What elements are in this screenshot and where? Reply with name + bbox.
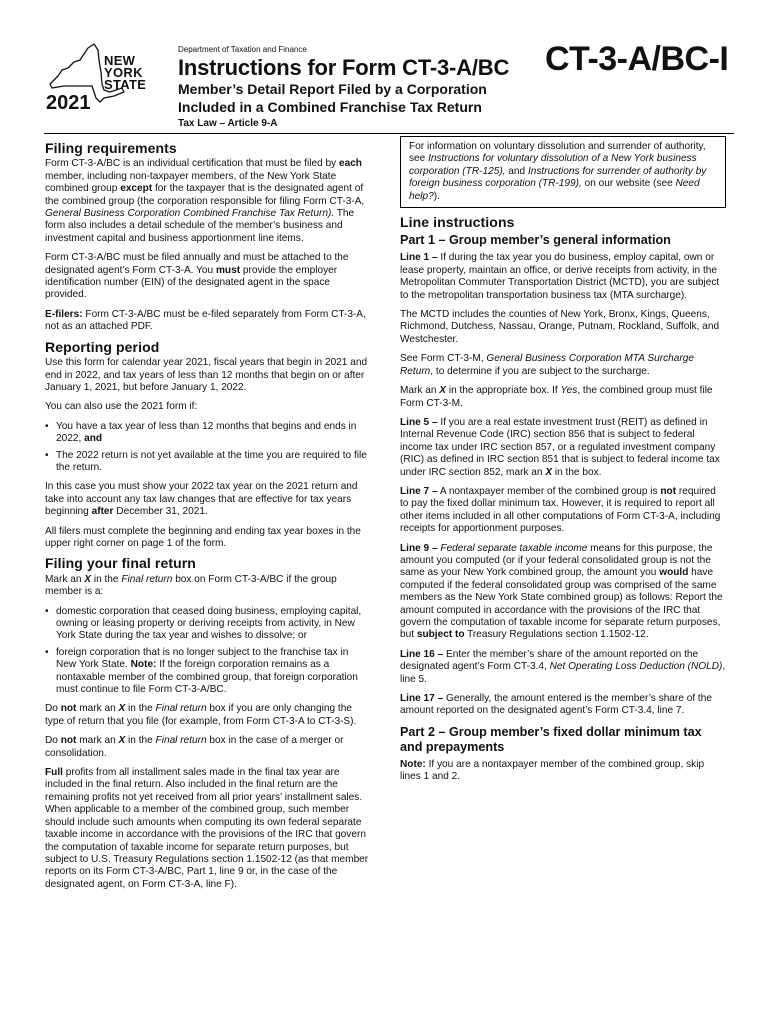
left-column — [45, 136, 371, 898]
reporting-period-paragraph-4: All filers must complete the beginning and ending tax year boxes in the upper right corner on page 1 of the form. — [45, 525, 361, 549]
filing-requirements-paragraph-1: Form CT-3-A/BC is an individual certification that must be filed by each member, including non-taxpayer members, of the New York State combined group except for the taxpayer that is the designated agent of the combined group (the corporation responsible for filing Form CT-3-A, General Business Corporation Combined Franchise Tax Return). The form also includes a detail schedule of the member’s business and investment capital and business apportionment line items. — [45, 158, 365, 244]
mctd-counties: The MCTD includes the counties of New York, Bronx, Kings, Queens, Richmond, Dutchess, Nassau, Orange, Putnam, Rockland, Suffolk, and Westchester. — [400, 309, 720, 345]
final-return-list — [45, 606, 371, 697]
reporting-period-paragraph-3: In this case you must show your 2022 tax year on the 2021 return and take into account any tax law changes that are effective for tax years beginning after December 31, 2021. — [45, 481, 358, 518]
form-code: CT-3-A/BC-I — [545, 40, 729, 78]
section-heading-final-return: Filing your final return — [45, 555, 196, 572]
efilers-note: E-filers: Form CT-3-A/BC must be e-filed separately from Form CT-3-A, not as an attached PDF. — [45, 308, 366, 333]
see-form-ct-3-m: See Form CT-3-M, General Business Corporation MTA Surcharge Return, to determine if you are subject to the surcharge. — [400, 353, 694, 377]
tax-law-reference: Tax Law – Article 9-A — [178, 118, 278, 129]
filing-requirements-paragraph-2: Form CT-3-A/BC must be filed annually and must be attached to the designated agent’s Form CT-3-A. You must provide the employer identification number (EIN) of the designated agent in the space provided. — [45, 252, 349, 301]
section-heading-line-instructions: Line instructions — [400, 214, 515, 231]
department-name: Department of Taxation and Finance — [178, 45, 307, 54]
part-2-heading: Part 2 – Group member’s fixed dollar minimum tax and prepayments — [400, 724, 702, 754]
part-1-heading: Part 1 – Group member’s general information — [400, 233, 671, 248]
final-return-paragraph-2: Do not mark an X in the Final return box if you are only changing the type of return that you file (for example, from Form CT-3-A to CT-3-S). — [45, 703, 357, 727]
page-subtitle: Member’s Detail Report Filed by a Corporation Included in a Combined Franchise Tax Return — [178, 81, 487, 115]
list-item: • You have a tax year of less than 12 months that begins and ends in 2022, and — [45, 421, 371, 446]
header-divider — [44, 133, 734, 134]
reporting-period-paragraph-1: Use this form for calendar year 2021, fiscal years that begin in 2021 and end in 2022, and tax years of less than 12 months that begin on or after January 1, 2021, but before January 1, 2022. — [45, 357, 368, 393]
reporting-period-list — [45, 421, 371, 475]
reporting-period-paragraph-2: You can also use the 2021 form if: — [45, 401, 198, 413]
page-title: Instructions for Form CT-3-A/BC — [178, 55, 510, 80]
line-7-instruction: Line 7 – A nontaxpayer member of the combined group is not required to pay the fixed dollar minimum tax. However, it is required to report all other items included in all other computations of Form CT-3-A, including receipts for apportionment purposes. — [400, 485, 721, 535]
final-return-paragraph-1: Mark an X in the Final return box on Form CT-3-A/BC if the group member is a: — [45, 573, 337, 598]
list-item: • The 2022 return is not yet available at the time you are required to file the return. — [45, 450, 371, 475]
final-return-paragraph-3: Do not mark an X in the Final return box in the case of a merger or consolidation. — [45, 735, 344, 759]
line-1-instruction: Line 1 – If during the tax year you do business, employ capital, own or lease property, maintain an office, or derive receipts from activity, in the Metropolitan Commuter Transportation District (MCTD), you are subject to the metropolitan transportation business tax (MTA surcharge). — [400, 252, 720, 301]
final-return-paragraph-4: Full profits from all installment sales made in the final tax year are included in the final return. Also included in the final return are the remaining profits not yet received from all prior years’ installment sales. When applicable to a member of the combined group, such member should include such amounts when computing its own federal separate taxable income in accordance with the provisions of the IRC that govern the computation of taxable income for separate return purposes, but subject to U.S. Treasury Regulations section 1.1502-12 (as that member reports on its Form CT-3-A/BC, Part 1, line 9 or, in the case of the designated agent, on Form CT-3-A, line F). — [45, 767, 369, 890]
mark-appropriate-box: Mark an X in the appropriate box. If Yes, the combined group must file Form CT-3-M. — [400, 385, 713, 409]
list-item: • foreign corporation that is no longer subject to the franchise tax in New York State. Note: If the foreign corporation remains as a nontaxable member of the combined group, that foreign corporation must continue to file Form CT-3-A/BC. — [45, 647, 371, 697]
line-16-instruction: Line 16 – Enter the member’s share of the amount reported on the designated agent’s Form CT-3.4, Net Operating Loss Deduction (NOLD), line 5. — [400, 648, 726, 685]
part-2-note: Note: If you are a nontaxpayer member of the combined group, skip lines 1 and 2. — [400, 758, 705, 783]
line-17-instruction: Line 17 – Generally, the amount entered is the member’s share of the amount reported on the designated agent’s Form CT-3.4, line 7. — [400, 693, 712, 717]
list-item: • domestic corporation that ceased doing business, employing capital, owning or leasing property or deriving receipts from activity, in New York State during the tax year and wishes to dissolve; or — [45, 606, 371, 643]
dissolution-info-box: For information on voluntary dissolution and surrender of authority, see Instructions for voluntary dissolution of a New York business corporation (TR-125), and Instructions for surrender of authority by foreign business corporation (TR-199), on our website (see Need help?). — [400, 136, 726, 208]
tax-year: 2021 — [46, 92, 91, 114]
nys-logo — [44, 40, 154, 116]
line-9-instruction: Line 9 – Federal separate taxable income means for this purpose, the amount you computed (or if your federal consolidated group is not the same as your New York combined group, the amount you would have computed if the federal consolidated group was comprised of the same members as the New York State combined group) as follows: Report the amount computed in accordance with the provisions of the IRC that govern the computation of taxable income for separate return purposes, but subject to Treasury Regulations section 1.1502-12. — [400, 542, 723, 641]
section-heading-filing-requirements: Filing requirements — [45, 140, 177, 156]
section-heading-reporting-period: Reporting period — [45, 338, 160, 355]
logo-state-text: NEW YORK STATE — [104, 53, 147, 92]
line-5-instruction: Line 5 – If you are a real estate investment trust (REIT) as defined in Internal Revenue Code (IRC) section 856 that is subject to federal income tax under IRC section 857, or a regulated investment company (RIC) as defined in IRC section 851 that is subject to federal income tax under IRC section 852, mark an X in the box. — [400, 416, 720, 478]
right-column — [400, 136, 726, 791]
